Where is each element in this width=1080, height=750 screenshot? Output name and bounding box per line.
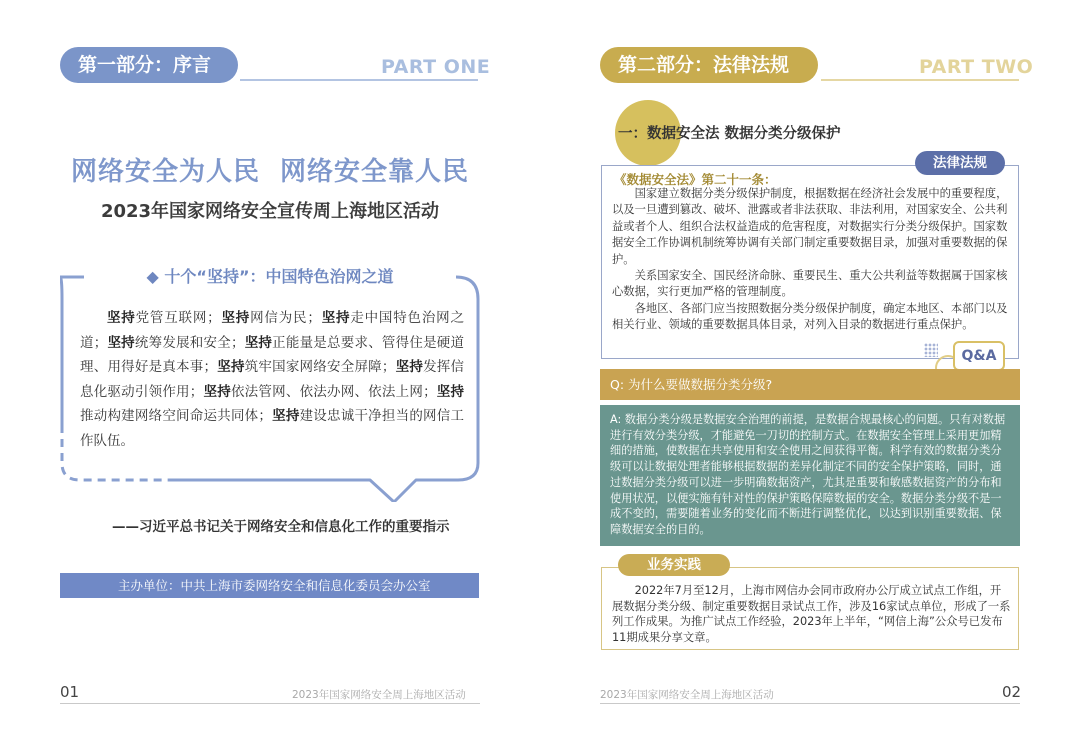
section-label-part-one: 第一部分：序言 (60, 47, 238, 83)
law-paragraph: 国家建立数据分类分级保护制度，根据数据在经济社会发展中的重要程度，以及一旦遭到篡改、破坏、泄露或者非法获取、非法利用，对国家安全、公共利益或者个人、组织合法权益造成的危害程度，对数据实行分类分级保护。国家数据安全工作协调机制统筹协调有关部门制定重要数据目录，加强对重要数据的保护。 (612, 187, 1008, 266)
qa-badge-icon: Q&A (953, 341, 1005, 371)
law-paragraph: 各地区、各部门应当按照数据分类分级保护制度，确定本地区、本部门以及相关行业、领域的重要数据具体目录，对列入目录的数据进行重点保护。 (612, 301, 1008, 332)
law-article-body (612, 186, 1012, 334)
part-two-label: PART TWO (919, 56, 1034, 78)
page-number: 02 (1002, 683, 1022, 701)
event-subtitle: 2023年国家网络安全宣传周上海地区活动 (100, 201, 440, 222)
speech-body: 坚持党管互联网；坚持网信为民；坚持走中国特色治网之道；坚持统筹发展和安全；坚持正能量是总要求、管得住是硬道理、用得好是真本事；坚持筑牢国家网络安全屏障；坚持发挥信息化驱动引领作用；坚持依法管网、依法办网、依法上网；坚持推动构建网络空间命运共同体；坚持建设忠诚干净担当的网信工作队伍。 (80, 310, 465, 449)
quote-source: ——习近平总书记关于网络安全和信息化工作的重要指示 (112, 519, 450, 535)
section-one-heading: 一：数据安全法 数据分类分级保护 (618, 126, 841, 142)
part-one-label: PART ONE (381, 56, 491, 78)
footer-line (60, 703, 480, 704)
answer-box: A: 数据分类分级是数据安全治理的前提，是数据合规最核心的问题。只有对数据进行有效分类分级，才能避免一刀切的控制方式。在数据安全管理上采用更加精细的措施，使数据在共享使用和安全使用之间获得平衡。科学有效的数据分类分级可以让数据处理者能够根据数据的差异化制定不同的安全保护策略，同时，通过数据分类分级可以进一步明确数据资产，尤其是重要和敏感数据资产的分布和使用状况，以便实施有针对性的保护策略保障数据的安全。数据分类分级不是一成不变的，需要随着业务的变化而不断进行调整优化，以达到识别重要数据、保障数据安全的目的。 (600, 405, 1020, 546)
diamond-bullet-icon: ◆ (146, 267, 159, 286)
business-practice-tag: 业务实践 (618, 554, 730, 576)
host-organization-bar: 主办单位：中共上海市委网络安全和信息化委员会办公室 (60, 573, 479, 598)
law-regulations-tag: 法律法规 (915, 151, 1005, 175)
footer-text: 2023年国家网络安全周上海地区活动 (292, 689, 466, 701)
question-bar: Q: 为什么要做数据分类分级? (600, 369, 1020, 400)
divider-line (240, 79, 478, 81)
law-paragraph: 关系国家安全、国民经济命脉、重要民生、重大公共利益等数据属于国家核心数据，实行更加严格的管理制度。 (612, 269, 1008, 299)
practice-body: 2022年7月至12月，上海市网信办会同市政府办公厅成立试点工作组，开展数据分类分级、制定重要数据目录试点工作，涉及16家试点单位，形成了一系列工作成果。为推广试点工作经验，2023年上半年，“网信上海”公众号已发布11期成果分享文章。 (612, 584, 1011, 645)
divider-line (821, 79, 1019, 81)
law-article-heading: 《数据安全法》第二十一条： (614, 172, 777, 187)
right-page (540, 0, 1080, 750)
section-label-part-two: 第二部分：法律法规 (600, 47, 818, 83)
page-number: 01 (60, 683, 80, 701)
footer-line (600, 703, 1020, 704)
speech-title: ◆ 十个“坚持”：中国特色治网之道 (85, 265, 455, 289)
slogan-heading: 网络安全为人民 网络安全靠人民 (70, 157, 470, 187)
footer-text: 2023年国家网络安全周上海地区活动 (600, 689, 774, 701)
dots-decoration (924, 343, 938, 357)
